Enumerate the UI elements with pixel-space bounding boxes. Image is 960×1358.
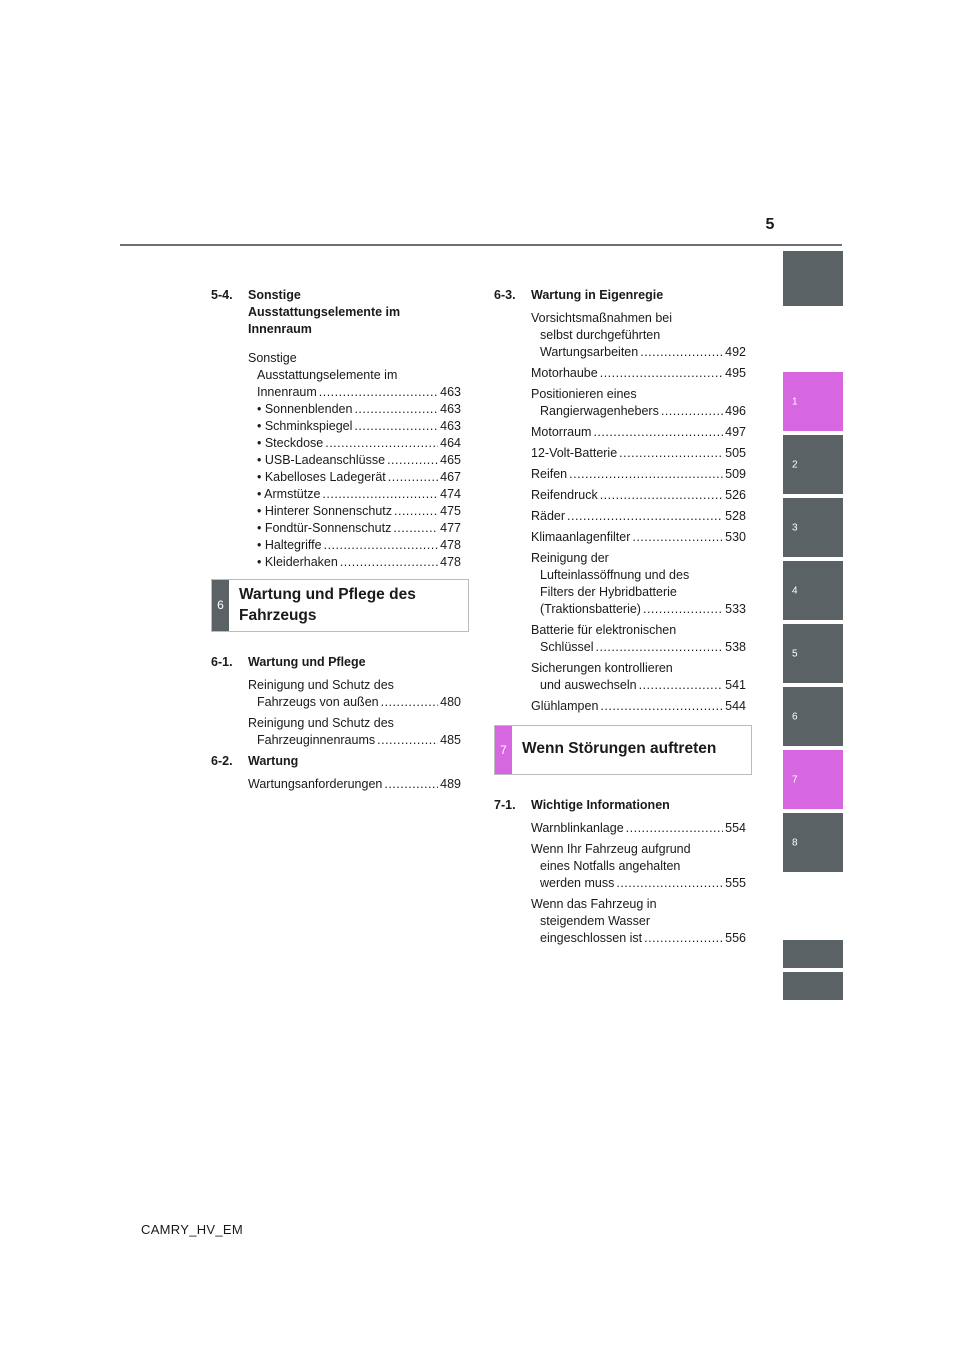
- toc-subentry[interactable]: • Fondtür-Sonnenschutz ..... 477: [248, 520, 461, 537]
- page-ref: 464: [440, 436, 461, 450]
- page-ref: 528: [725, 509, 746, 523]
- side-tab-label: 7: [792, 774, 798, 785]
- toc-subentry[interactable]: • Hinterer Sonnenschutz ..... 475: [248, 503, 461, 520]
- page-ref: 555: [725, 876, 746, 890]
- page-ref: 478: [440, 555, 461, 569]
- toc-entry[interactable]: Batterie für elektronischen Schlüssel ..... 538: [531, 622, 746, 656]
- page-ref: 526: [725, 488, 746, 502]
- side-tab-label: 6: [792, 711, 798, 722]
- toc-entry[interactable]: Vorsichtsmaßnahmen bei selbst durchgeführten Wartungsarbeiten ..... 492: [531, 310, 746, 361]
- toc-subentry[interactable]: • Haltegriffe ..... 478: [248, 537, 461, 554]
- side-tab-label: 5: [792, 648, 798, 659]
- page-ref: 554: [725, 821, 746, 835]
- side-tab-2[interactable]: [783, 435, 843, 494]
- side-tab-label: 8: [792, 837, 798, 848]
- section-title: Wartung in Eigenregie: [531, 288, 664, 302]
- toc-subentry[interactable]: • Steckdose ..... 464: [248, 435, 461, 452]
- page-ref: 489: [440, 777, 461, 791]
- page-ref: 485: [440, 733, 461, 747]
- page-ref: 533: [725, 602, 746, 616]
- toc-subentry[interactable]: • Kabelloses Ladegerät ..... 467: [248, 469, 461, 486]
- side-tab-label: 1: [792, 396, 798, 407]
- page-number: 5: [765, 216, 775, 233]
- side-tab-label: 4: [792, 585, 798, 596]
- side-tab-5[interactable]: [783, 624, 843, 683]
- toc-entry[interactable]: Klimaanlagenfilter ..... 530: [531, 529, 746, 546]
- side-tab-8[interactable]: [783, 813, 843, 872]
- section-6-1[interactable]: [211, 654, 461, 671]
- toc-subentry[interactable]: • Sonnenblenden ..... 463: [248, 401, 461, 418]
- section-5-4[interactable]: [211, 287, 461, 338]
- page-ref: 492: [725, 345, 746, 359]
- section-6-3[interactable]: [494, 287, 746, 304]
- page-ref: 538: [725, 640, 746, 654]
- section-7-1[interactable]: [494, 797, 746, 814]
- toc-entry[interactable]: Positionieren eines Rangierwagenhebers ..... 496: [531, 386, 746, 420]
- page-ref: 556: [725, 931, 746, 945]
- chapter-number: 6: [212, 580, 229, 631]
- toc-entry[interactable]: 12-Volt-Batterie ..... 505: [531, 445, 746, 462]
- section-title: Wichtige Informationen: [531, 798, 670, 812]
- page-ref: 505: [725, 446, 746, 460]
- page-ref: 475: [440, 504, 461, 518]
- section-number: 6-1.: [211, 655, 233, 669]
- page-ref: 467: [440, 470, 461, 484]
- page-ref: 463: [440, 419, 461, 433]
- page-ref: 541: [725, 678, 746, 692]
- side-tab-blank-bottom-2[interactable]: [783, 972, 843, 1000]
- toc-entry[interactable]: Motorraum ..... 497: [531, 424, 746, 441]
- section-6-2[interactable]: [211, 753, 461, 770]
- side-tab-6[interactable]: [783, 687, 843, 746]
- header-rule: [120, 244, 842, 246]
- toc-entry[interactable]: Reinigung und Schutz des Fahrzeugs von außen ..... 480: [248, 677, 461, 711]
- page-ref: 465: [440, 453, 461, 467]
- side-tab-label: 2: [792, 459, 798, 470]
- page-ref: 544: [725, 699, 746, 713]
- side-tab-blank-bottom-1[interactable]: [783, 940, 843, 968]
- chapter-6-heading[interactable]: [211, 579, 469, 632]
- page-ref: 495: [725, 366, 746, 380]
- page-ref: 463: [440, 402, 461, 416]
- toc-subentry[interactable]: • Schminkspiegel ..... 463: [248, 418, 461, 435]
- side-tab-1[interactable]: [783, 372, 843, 431]
- chapter-title: Wartung und Pflege des Fahrzeugs: [239, 586, 416, 624]
- side-tab-blank-top[interactable]: [783, 251, 843, 306]
- page-ref: 497: [725, 425, 746, 439]
- page-ref: 530: [725, 530, 746, 544]
- toc-entry[interactable]: Wartungsanforderungen ..... 489: [248, 776, 461, 793]
- section-title: Wartung: [248, 754, 299, 768]
- toc-subentry[interactable]: • USB-Ladeanschlüsse ..... 465: [248, 452, 461, 469]
- toc-entry[interactable]: Wenn das Fahrzeug in steigendem Wasser eingeschlossen ist ..... 556: [531, 896, 746, 947]
- toc-entry[interactable]: Wenn Ihr Fahrzeug aufgrund eines Notfalls angehalten werden muss ..... 555: [531, 841, 746, 892]
- toc-entry[interactable]: Warnblinkanlage ..... 554: [531, 820, 746, 837]
- chapter-title: Wenn Störungen auftreten: [522, 740, 717, 757]
- toc-entry[interactable]: Reinigung und Schutz des Fahrzeuginnenraums ..... 485: [248, 715, 461, 749]
- toc-subentry[interactable]: • Armstütze ..... 474: [248, 486, 461, 503]
- page-ref: 474: [440, 487, 461, 501]
- toc-entry[interactable]: Räder ..... 528: [531, 508, 746, 525]
- toc-entry[interactable]: Reinigung der Lufteinlassöffnung und des Filters der Hybridbatterie (Traktionsbatterie) ..... 533: [531, 550, 746, 618]
- chapter-number: 7: [495, 726, 512, 774]
- side-tab-label: 3: [792, 522, 798, 533]
- footer-model-code: CAMRY_HV_EM: [141, 1222, 244, 1237]
- toc-entry[interactable]: Motorhaube ..... 495: [531, 365, 746, 382]
- toc-entry[interactable]: Glühlampen ..... 544: [531, 698, 746, 715]
- toc-entry[interactable]: Sonstige Ausstattungselemente im Innenraum ..... 463 • Sonnenblenden ..... 463 • Schminkspiegel ..... 463 • Steckdose ..... 464 • USB-Ladeanschlüsse ..... 465 • Kabelloses Ladegerät ..... 467 • Armstütze ..... 474 • Hinterer Sonnenschutz ..... 475 • Fondtür-Sonnenschutz ..... 477 • Haltegriffe ..... 478 • Kleiderhaken ..... 478: [248, 350, 461, 571]
- page-ref: 496: [725, 404, 746, 418]
- section-title: Wartung und Pflege: [248, 655, 366, 669]
- toc-entry[interactable]: Sicherungen kontrollieren und auswechseln ..... 541: [531, 660, 746, 694]
- toc-entry[interactable]: Reifen ..... 509: [531, 466, 746, 483]
- side-tab-3[interactable]: [783, 498, 843, 557]
- section-number: 5-4.: [211, 288, 233, 302]
- toc-subentry[interactable]: • Kleiderhaken ..... 478: [248, 554, 461, 571]
- page-ref: 463: [440, 385, 461, 399]
- page-ref: 480: [440, 695, 461, 709]
- side-tab-4[interactable]: [783, 561, 843, 620]
- page-ref: 509: [725, 467, 746, 481]
- toc-left-column: [211, 287, 461, 797]
- section-number: 6-2.: [211, 754, 233, 768]
- page-ref: 477: [440, 521, 461, 535]
- section-title: Sonstige Ausstattungselemente im Innenraum: [248, 288, 401, 336]
- toc-right-column: [494, 287, 746, 951]
- page-ref: 478: [440, 538, 461, 552]
- chapter-7-heading[interactable]: [494, 725, 752, 775]
- section-number: 6-3.: [494, 288, 516, 302]
- toc-entry[interactable]: Reifendruck ..... 526: [531, 487, 746, 504]
- section-number: 7-1.: [494, 798, 516, 812]
- side-tab-7[interactable]: [783, 750, 843, 809]
